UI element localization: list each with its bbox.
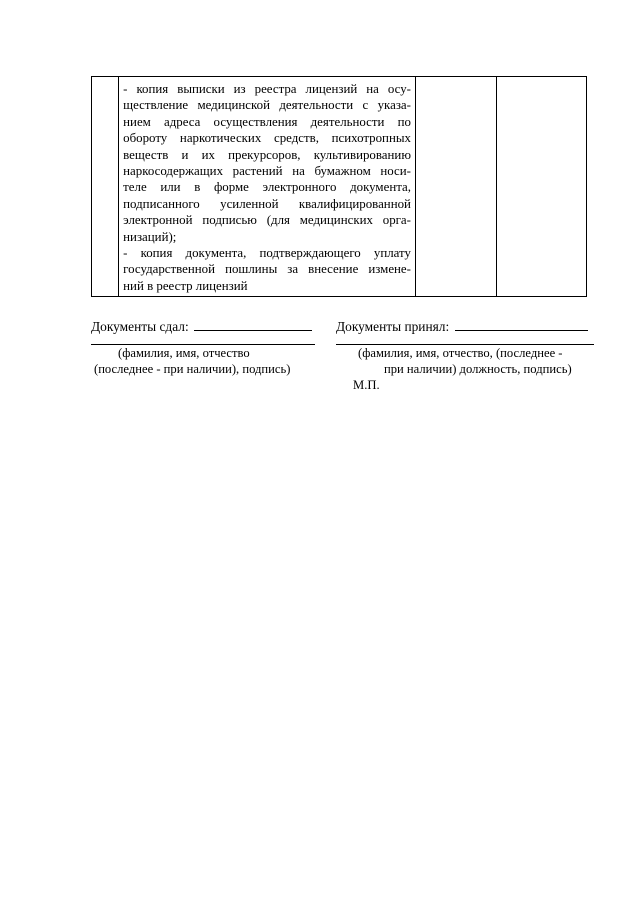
submitted-label: Документы сдал: bbox=[91, 319, 189, 334]
description-line: нием адреса осуществления деятельности по bbox=[123, 114, 411, 129]
received-signature-blank bbox=[455, 318, 588, 331]
row-number-cell bbox=[92, 77, 119, 297]
row-description-cell bbox=[119, 77, 416, 297]
received-caption-line1: (фамилия, имя, отчество, (последнее - bbox=[358, 346, 563, 360]
submitted-name-rule bbox=[91, 344, 315, 345]
description-line: электронной подписью (для медицинских орга- bbox=[123, 213, 411, 228]
description-line: ний в реестр лицензий bbox=[123, 278, 248, 293]
description-line: обороту наркотических средств, психотропных bbox=[123, 131, 411, 146]
description-line: ществление медицинской деятельности с указа- bbox=[123, 98, 411, 113]
description-line: - копия документа, подтверждающего уплату bbox=[123, 246, 411, 261]
description-line: - копия выписки из реестра лицензий на осу- bbox=[123, 82, 411, 96]
description-line: веществ и их прекурсоров, культивированию bbox=[123, 147, 411, 162]
table-row bbox=[92, 77, 587, 297]
received-caption-line2: при наличии) должность, подпись) bbox=[384, 362, 572, 376]
documents-table bbox=[91, 76, 587, 297]
description-line: государственной пошлины за внесение измене- bbox=[123, 262, 411, 277]
received-signature-line bbox=[336, 318, 588, 335]
row-col-a-cell bbox=[415, 77, 496, 297]
description-line: подписанного усиленной квалифицированной bbox=[123, 196, 411, 211]
submitted-caption-line2: (последнее - при наличии), подпись) bbox=[94, 362, 291, 376]
description-line: наркосодержащих растений на бумажном носи- bbox=[123, 164, 411, 179]
submitted-signature-blank bbox=[194, 318, 312, 331]
row-col-b-cell bbox=[497, 77, 587, 297]
row-description-text bbox=[119, 77, 415, 294]
submitted-signature-line bbox=[91, 318, 312, 335]
seal-mark: М.П. bbox=[353, 378, 380, 392]
received-label: Документы принял: bbox=[336, 319, 450, 334]
description-line: низаций); bbox=[123, 229, 177, 244]
received-name-rule bbox=[336, 344, 594, 345]
submitted-caption-line1: (фамилия, имя, отчество bbox=[118, 346, 250, 360]
description-line: теле или в форме электронного документа, bbox=[123, 180, 411, 195]
